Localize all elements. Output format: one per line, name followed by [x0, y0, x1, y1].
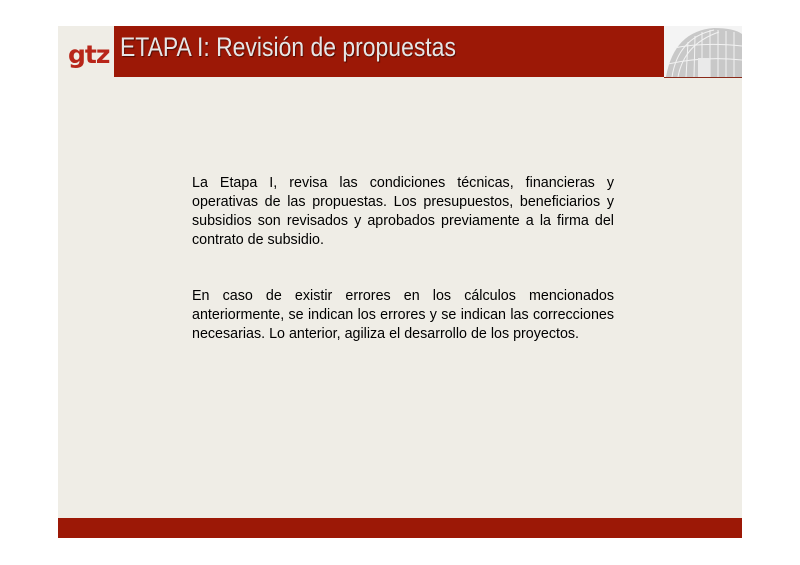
dome-image	[664, 26, 742, 78]
title-bar	[114, 26, 664, 77]
gtz-logo: gtz	[68, 40, 110, 69]
footer-bar	[58, 518, 742, 538]
paragraph: La Etapa I, revisa las condiciones técnicas, financieras y operativas de las propuestas. Los presupuestos, beneficiarios y subsidios son revisados y aprobados previamente a la firma del contrato de subsidio.	[192, 175, 614, 248]
slide	[58, 26, 742, 538]
body-text	[192, 174, 614, 381]
slide-title: ETAPA I: Revisión de propuestas	[120, 32, 456, 62]
paragraph: En caso de existir errores en los cálculos mencionados anteriormente, se indican los errores y se indican las correcciones necesarias. Lo anterior, agiliza el desarrollo de los proyectos.	[192, 288, 614, 342]
